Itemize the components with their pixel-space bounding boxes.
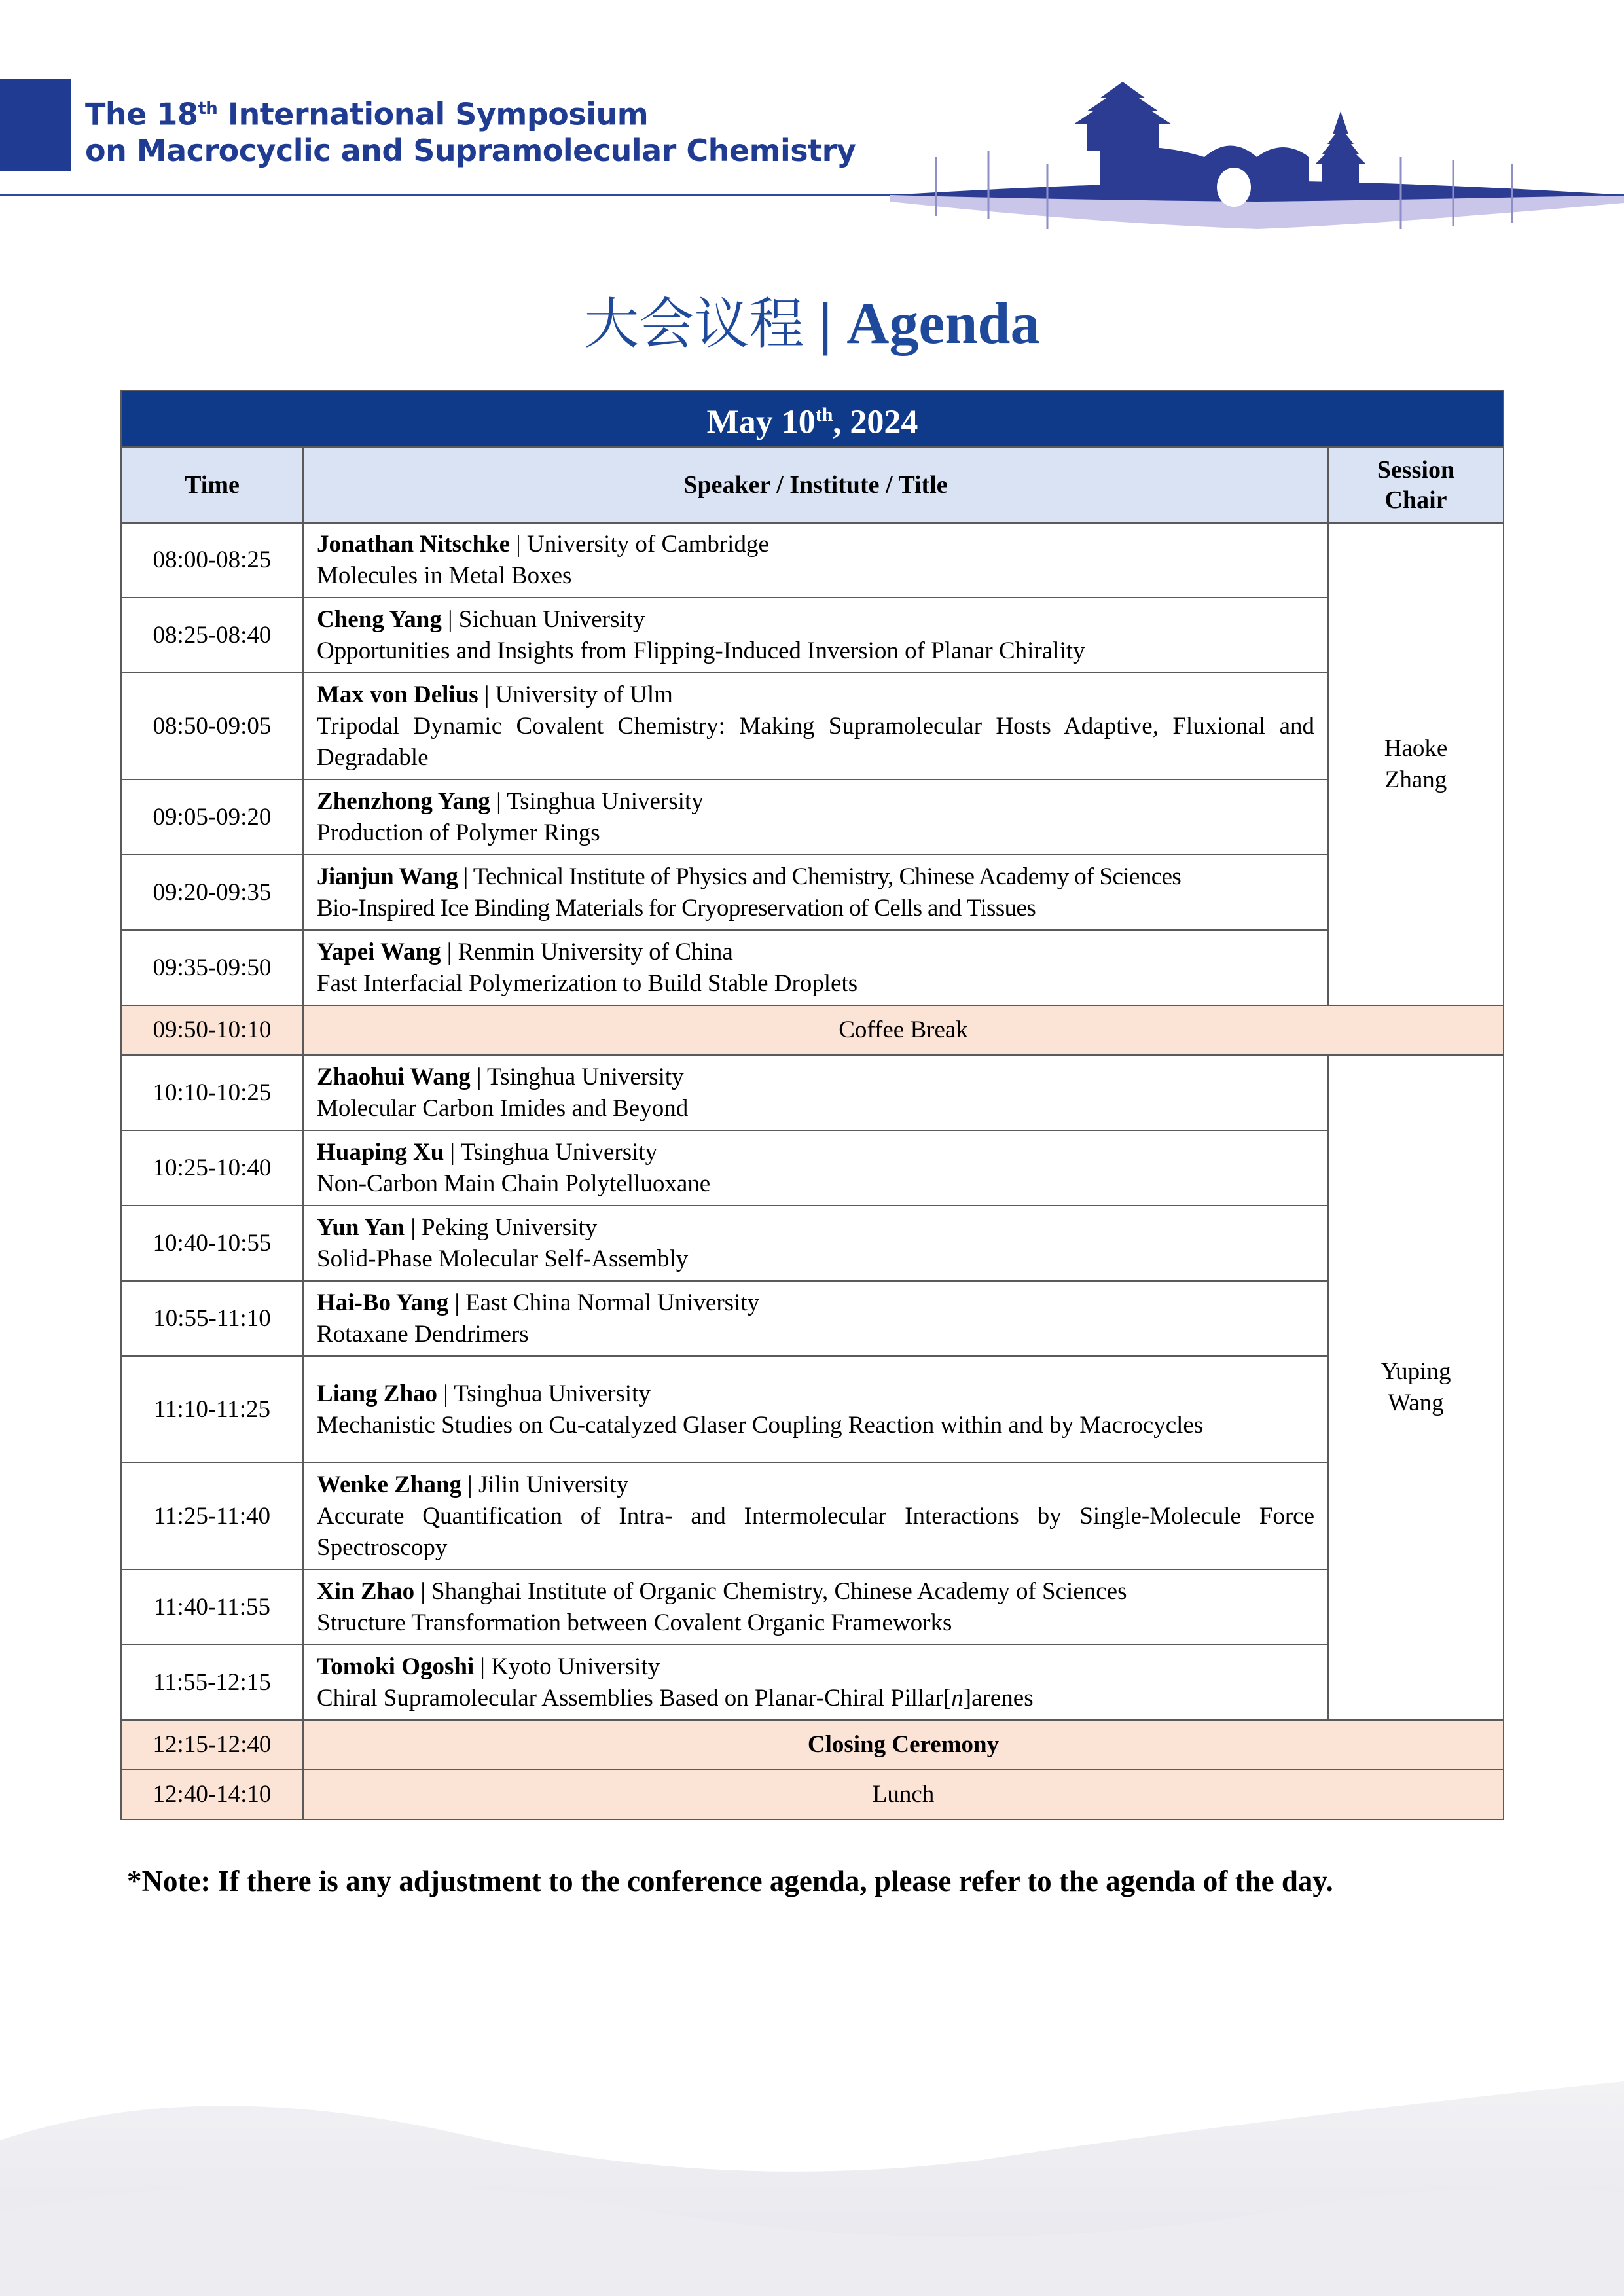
speaker-name: Liang Zhao [317, 1380, 438, 1407]
talk-cell [303, 1055, 1328, 1130]
talk-time: 08:00-08:25 [121, 523, 303, 598]
talk-cell [303, 523, 1328, 598]
institute: | Tsinghua University [444, 1138, 658, 1166]
institute: | Kyoto University [474, 1653, 660, 1680]
talk-time: 11:55-12:15 [121, 1645, 303, 1720]
speaker-name: Yun Yan [317, 1213, 405, 1241]
table-row [121, 523, 1504, 598]
speaker-name: Jianjun Wang [317, 863, 458, 890]
institute: | University of Cambridge [510, 531, 769, 558]
talk-time: 09:05-09:20 [121, 780, 303, 855]
break-time: 09:50-10:10 [121, 1005, 303, 1055]
talk-time: 08:50-09:05 [121, 673, 303, 780]
talk-title: Rotaxane Dendrimers [317, 1320, 529, 1348]
talk-cell [303, 1356, 1328, 1463]
speaker-name: Yapei Wang [317, 938, 441, 965]
institute: | Sichuan University [441, 605, 645, 633]
talk-title: Opportunities and Insights from Flipping-Induced Inversion of Planar Chirality [317, 637, 1085, 664]
adjustment-note: *Note: If there is any adjustment to the conference agenda, please refer to the agenda of the day. [127, 1865, 1333, 1897]
talk-title: Production of Polymer Rings [317, 819, 600, 846]
talk-time: 09:35-09:50 [121, 930, 303, 1005]
speaker-name: Huaping Xu [317, 1138, 444, 1166]
talk-title: Tripodal Dynamic Covalent Chemistry: Making Supramolecular Hosts Adaptive, Fluxional and Degradable [317, 712, 1314, 771]
talk-cell [303, 598, 1328, 673]
table-row [121, 1570, 1504, 1645]
coffee-break-row [121, 1005, 1504, 1055]
header-accent-bar [0, 79, 71, 171]
institute: | Tsinghua University [490, 787, 704, 815]
break-time: 12:40-14:10 [121, 1770, 303, 1820]
talk-cell [303, 1281, 1328, 1356]
break-label: Lunch [303, 1770, 1504, 1820]
speaker-name: Wenke Zhang [317, 1471, 462, 1498]
date-header-row [121, 391, 1504, 447]
talk-cell [303, 1570, 1328, 1645]
institute: | Jilin University [461, 1471, 629, 1498]
talk-cell [303, 673, 1328, 780]
table-row [121, 1463, 1504, 1570]
institute: | East China Normal University [448, 1289, 760, 1316]
institute: | University of Ulm [478, 681, 673, 708]
talk-title: Accurate Quantification of Intra- and Intermolecular Interactions by Single-Molecule Force Spectroscopy [317, 1502, 1314, 1561]
speaker-name: Hai-Bo Yang [317, 1289, 449, 1316]
talk-cell [303, 1463, 1328, 1570]
speaker-name: Jonathan Nitschke [317, 531, 511, 558]
talk-cell [303, 930, 1328, 1005]
institute: | Technical Institute of Physics and Chemistry, Chinese Academy of Sciences [458, 863, 1182, 890]
symposium-title-line2: on Macrocyclic and Supramolecular Chemistry [85, 133, 856, 169]
institute: | Shanghai Institute of Organic Chemistry, Chinese Academy of Sciences [414, 1577, 1127, 1605]
agenda-table [120, 390, 1504, 1820]
break-label: Coffee Break [303, 1005, 1504, 1055]
talk-title: Non-Carbon Main Chain Polytelluoxane [317, 1170, 711, 1197]
talk-time: 10:25-10:40 [121, 1130, 303, 1206]
break-label: Closing Ceremony [303, 1720, 1504, 1770]
talk-cell [303, 1645, 1328, 1720]
talk-title: Molecules in Metal Boxes [317, 562, 572, 589]
skyline-logo-icon [890, 72, 1624, 249]
table-row [121, 930, 1504, 1005]
talk-title: Chiral Supramolecular Assemblies Based on Planar-Chiral Pillar[n]arenes [317, 1684, 1034, 1712]
column-header-row [121, 447, 1504, 523]
talk-cell [303, 1206, 1328, 1281]
symposium-title [85, 90, 856, 169]
footer-wave-decoration [0, 2062, 1624, 2296]
speaker-name: Cheng Yang [317, 605, 442, 633]
break-time: 12:15-12:40 [121, 1720, 303, 1770]
institute: | Renmin University of China [441, 938, 733, 965]
symposium-title-line1: The 18th International Symposium [85, 96, 649, 132]
talk-cell [303, 780, 1328, 855]
talk-title: Mechanistic Studies on Cu-catalyzed Glaser Coupling Reaction within and by Macrocycles [317, 1411, 1204, 1439]
talk-title: Structure Transformation between Covalent Organic Frameworks [317, 1609, 952, 1636]
col-chair-header: Session Chair [1328, 447, 1504, 523]
talk-time: 11:40-11:55 [121, 1570, 303, 1645]
talk-cell [303, 1130, 1328, 1206]
session-chair: Yuping Wang [1328, 1055, 1504, 1720]
agenda-title: 大会议程 | Agenda [584, 291, 1040, 356]
table-row [121, 673, 1504, 780]
talk-cell [303, 855, 1328, 930]
institute: | Tsinghua University [437, 1380, 651, 1407]
talk-time: 11:10-11:25 [121, 1356, 303, 1463]
talk-title: Bio-Inspired Ice Binding Materials for Cryopreservation of Cells and Tissues [317, 894, 1036, 922]
talk-time: 08:25-08:40 [121, 598, 303, 673]
table-row [121, 598, 1504, 673]
speaker-name: Max von Delius [317, 681, 478, 708]
talk-time: 11:25-11:40 [121, 1463, 303, 1570]
speaker-name: Tomoki Ogoshi [317, 1653, 475, 1680]
table-row [121, 855, 1504, 930]
speaker-name: Zhenzhong Yang [317, 787, 490, 815]
talk-title: Molecular Carbon Imides and Beyond [317, 1094, 689, 1122]
closing-ceremony-row [121, 1720, 1504, 1770]
talk-title: Fast Interfacial Polymerization to Build Stable Droplets [317, 969, 858, 997]
session-chair: Haoke Zhang [1328, 523, 1504, 1005]
table-row [121, 1356, 1504, 1463]
col-time-header: Time [121, 447, 303, 523]
speaker-name: Xin Zhao [317, 1577, 415, 1605]
table-row [121, 1055, 1504, 1130]
talk-time: 10:40-10:55 [121, 1206, 303, 1281]
table-row [121, 1206, 1504, 1281]
talk-title: Solid-Phase Molecular Self-Assembly [317, 1245, 689, 1272]
table-row [121, 1645, 1504, 1720]
talk-time: 09:20-09:35 [121, 855, 303, 930]
table-row [121, 780, 1504, 855]
table-row [121, 1281, 1504, 1356]
talk-time: 10:55-11:10 [121, 1281, 303, 1356]
table-row [121, 1130, 1504, 1206]
col-speaker-header: Speaker / Institute / Title [303, 447, 1328, 523]
talk-time: 10:10-10:25 [121, 1055, 303, 1130]
speaker-name: Zhaohui Wang [317, 1063, 471, 1090]
institute: | Tsinghua University [470, 1063, 684, 1090]
date-heading: May 10th, 2024 [121, 391, 1504, 447]
lunch-row [121, 1770, 1504, 1820]
institute: | Peking University [405, 1213, 598, 1241]
